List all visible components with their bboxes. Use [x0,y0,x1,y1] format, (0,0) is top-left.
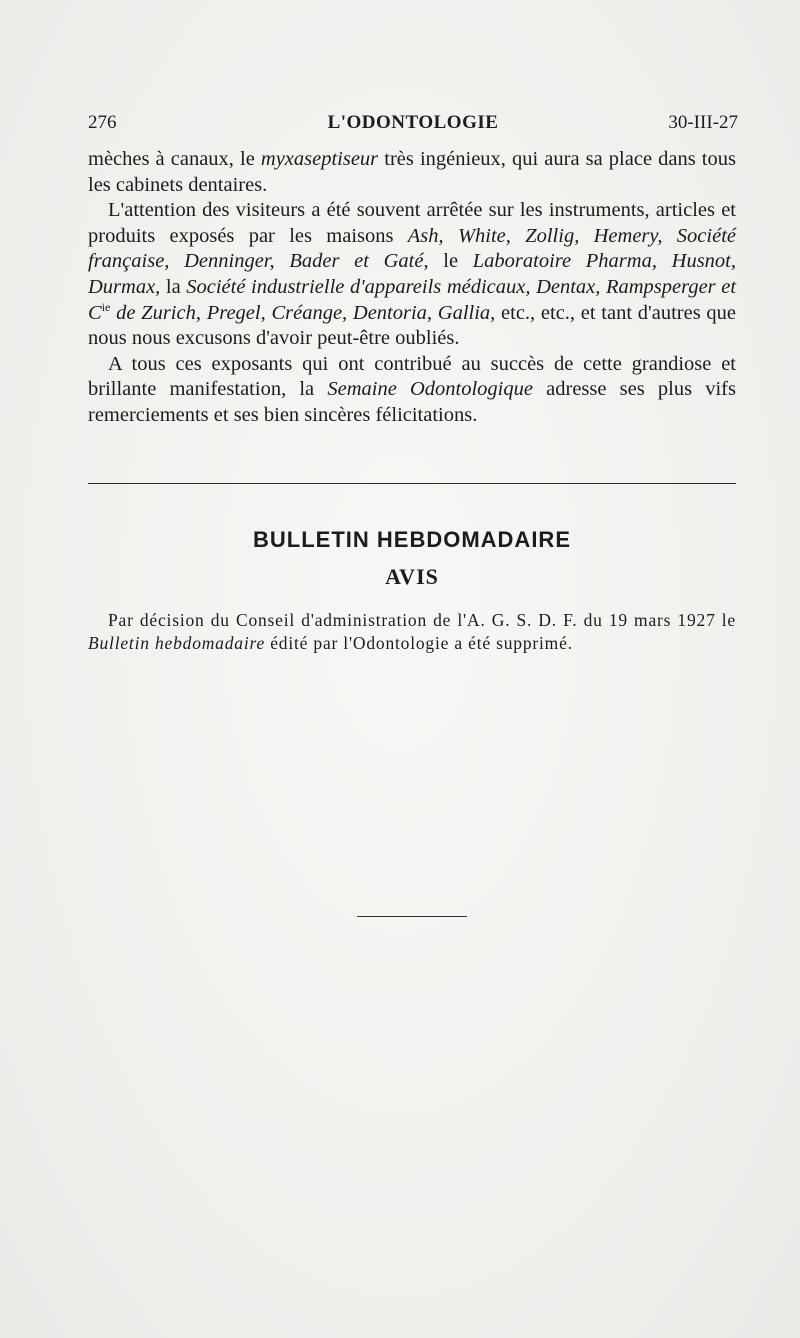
paragraph-2: L'attention des visiteurs a été souvent arrêtée sur les instruments, articles et produits exposés par les maisons Ash, White, Zollig, Hemery, Société française, Denninger, Bader et Gaté, le Laboratoire Pharma, Husnot, Durmax, la Société industrielle d'appareils médicaux, Dentax, Rampsperger et $C^{ie}$ de Zurich, Pregel, Créange, Dentoria, Gallia, etc., etc., et tant d'autres que nous nous excusons d'avoir peut-être oubliés. [88,199,737,350]
page-number: 276 [88,112,117,133]
end-rule [357,916,467,917]
section-subtitle: AVIS [385,564,439,589]
paragraph-3: A tous ces exposants qui ont contribué au succès de cette grandiose et brillante manifestation, la Semaine Odontologique adresse ses plus vifs remerciements et ses bien sincères félicitations. [88,352,736,426]
journal-title: L'ODONTOLOGIE [327,112,499,133]
notice-paragraph: Par décision du Conseil d'administration de l'A. G. S. D. F. du 19 mars 1927 le Bulletin hebdomadaire édité par l'Odontologie a été supprimé. [88,610,736,653]
issue-date: 30-III-27 [668,112,738,133]
running-head [88,112,738,140]
article-body [88,147,736,429]
paragraph-1: mèches à canaux, le myxaseptiseur très ingénieux, qui aura sa place dans tous les cabinets dentaires. [88,148,736,196]
section-title: BULLETIN HEBDOMADAIRE [253,527,571,552]
section-divider [88,483,736,484]
